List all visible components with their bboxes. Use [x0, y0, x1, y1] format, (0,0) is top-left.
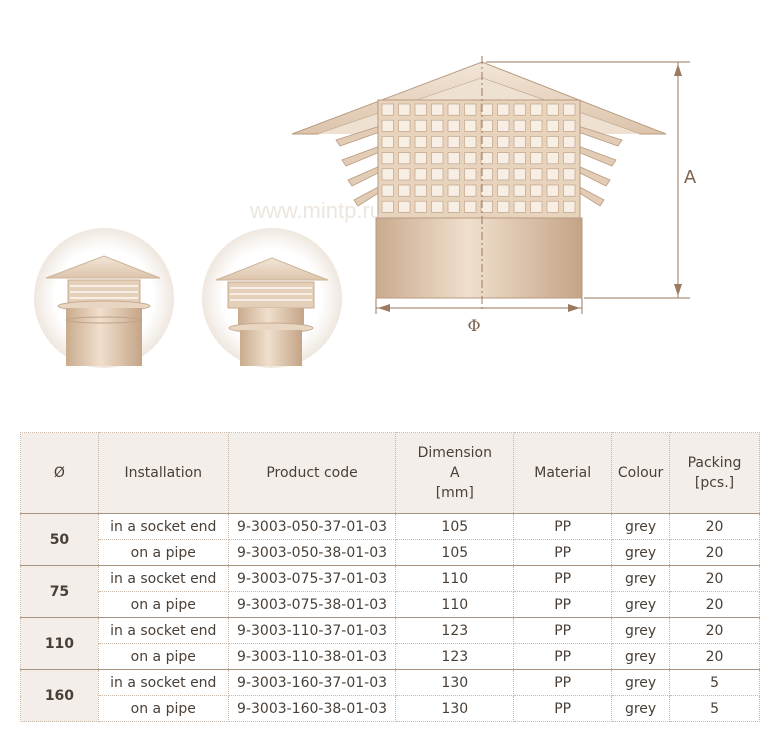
cell-packing: 20 [670, 592, 760, 618]
grille-cell [514, 136, 526, 147]
grille-cell [415, 136, 427, 147]
cell-colour: grey [612, 566, 670, 592]
grille-cell [564, 104, 576, 115]
grille-cell [547, 185, 559, 196]
grille-cell [415, 104, 427, 115]
grille-cell [514, 104, 526, 115]
cell-installation: on a pipe [98, 540, 228, 566]
table-row [21, 540, 760, 566]
grille-cell [481, 120, 493, 131]
cell-installation: on a pipe [98, 696, 228, 722]
header-dimension-line2: A [450, 465, 460, 481]
cell-code: 9-3003-110-37-01-03 [228, 618, 396, 644]
grille-cell [514, 201, 526, 212]
grille-cell [432, 201, 444, 212]
cell-material: PP [514, 592, 612, 618]
cell-diameter: 160 [21, 670, 99, 722]
cell-colour: grey [612, 670, 670, 696]
cell-colour: grey [612, 618, 670, 644]
grille-cell [382, 169, 394, 180]
grille-cell [498, 185, 510, 196]
grille-cell [514, 169, 526, 180]
grille-cell [448, 185, 460, 196]
grille-cell [382, 153, 394, 164]
cell-code: 9-3003-075-37-01-03 [228, 566, 396, 592]
header-packing-line2: [pcs.] [694, 475, 735, 491]
table-row [21, 566, 760, 592]
grille-cell [564, 201, 576, 212]
dimension-a-label: A [683, 167, 697, 188]
cell-material: PP [514, 540, 612, 566]
grille-cell [432, 185, 444, 196]
grille-cell [564, 136, 576, 147]
cell-dimension: 130 [396, 670, 514, 696]
grille-cell [465, 120, 477, 131]
cell-dimension: 123 [396, 644, 514, 670]
grille-cell [547, 104, 559, 115]
grille-cell [399, 104, 411, 115]
photo-socket-end [34, 228, 174, 368]
grille-cell [481, 201, 493, 212]
cell-code: 9-3003-110-38-01-03 [228, 644, 396, 670]
cell-packing: 20 [670, 644, 760, 670]
cell-material: PP [514, 670, 612, 696]
cell-installation: in a socket end [98, 566, 228, 592]
grille-cell [531, 201, 543, 212]
grille-cell [432, 120, 444, 131]
cell-material: PP [514, 618, 612, 644]
cell-colour: grey [612, 644, 670, 670]
grille-cell [448, 201, 460, 212]
grille-cell [531, 120, 543, 131]
grille-cell [382, 136, 394, 147]
grille-cell [382, 120, 394, 131]
cell-colour: grey [612, 592, 670, 618]
header-diameter: Ø [21, 433, 99, 514]
grille-cell [382, 104, 394, 115]
grille-cell [399, 201, 411, 212]
cell-packing: 5 [670, 696, 760, 722]
grille-cell [481, 104, 493, 115]
cell-diameter: 75 [21, 566, 99, 618]
cell-code: 9-3003-050-37-01-03 [228, 514, 396, 540]
grille-cell [448, 169, 460, 180]
grille-cell [465, 169, 477, 180]
cell-installation: on a pipe [98, 644, 228, 670]
header-material: Material [514, 433, 612, 514]
header-dimension [396, 433, 514, 514]
product-spec-table [20, 432, 760, 722]
grille-cell [547, 153, 559, 164]
table-row [21, 618, 760, 644]
cell-installation: in a socket end [98, 670, 228, 696]
grille-cell [399, 169, 411, 180]
grille-cell [547, 136, 559, 147]
header-installation: Installation [98, 433, 228, 514]
cell-dimension: 110 [396, 592, 514, 618]
grille-cell [547, 169, 559, 180]
header-colour: Colour [612, 433, 670, 514]
header-product-code: Product code [228, 433, 396, 514]
cell-colour: grey [612, 540, 670, 566]
cell-dimension: 105 [396, 540, 514, 566]
grille-cell [448, 104, 460, 115]
cell-packing: 20 [670, 566, 760, 592]
grille-cell [498, 201, 510, 212]
grille-cell [531, 185, 543, 196]
grille-cell [481, 169, 493, 180]
cell-installation: on a pipe [98, 592, 228, 618]
grille-cell [415, 169, 427, 180]
table-row [21, 592, 760, 618]
header-packing [670, 433, 760, 514]
cell-code: 9-3003-075-38-01-03 [228, 592, 396, 618]
grille-cell [399, 185, 411, 196]
grille-cell [498, 120, 510, 131]
grille-cell [432, 136, 444, 147]
grille-cell [564, 185, 576, 196]
grille-cell [514, 153, 526, 164]
cell-installation: in a socket end [98, 514, 228, 540]
cell-material: PP [514, 644, 612, 670]
grille-cell [481, 185, 493, 196]
grille-cell [481, 153, 493, 164]
grille-cell [448, 120, 460, 131]
table-row [21, 644, 760, 670]
cell-packing: 20 [670, 540, 760, 566]
grille-cell [448, 136, 460, 147]
grille-cell [564, 169, 576, 180]
grille-cell [531, 136, 543, 147]
cell-material: PP [514, 696, 612, 722]
grille-cell [465, 153, 477, 164]
grille-cell [498, 153, 510, 164]
cell-material: PP [514, 514, 612, 540]
photo-on-pipe [202, 228, 342, 368]
table-row [21, 696, 760, 722]
grille-cell [465, 201, 477, 212]
cell-installation: in a socket end [98, 618, 228, 644]
cell-packing: 20 [670, 514, 760, 540]
grille-cell [498, 104, 510, 115]
cell-material: PP [514, 566, 612, 592]
grille-cell [564, 120, 576, 131]
cell-code: 9-3003-160-38-01-03 [228, 696, 396, 722]
grille-cell [448, 153, 460, 164]
grille-cell [465, 185, 477, 196]
grille-cell [531, 153, 543, 164]
grille-cell [432, 104, 444, 115]
header-packing-line1: Packing [687, 455, 742, 471]
table-header-row [21, 433, 760, 514]
grille-cell [399, 120, 411, 131]
cell-colour: grey [612, 696, 670, 722]
grille-cell [399, 136, 411, 147]
table-row [21, 514, 760, 540]
grille-cell [382, 185, 394, 196]
header-dimension-line1: Dimension [417, 445, 492, 461]
grille-cell [531, 169, 543, 180]
grille-cell [465, 104, 477, 115]
grille-cell [415, 185, 427, 196]
grille-cell [481, 136, 493, 147]
cell-dimension: 105 [396, 514, 514, 540]
table-row [21, 670, 760, 696]
cell-diameter: 50 [21, 514, 99, 566]
watermark: www.mintp.ru [250, 198, 383, 223]
cell-packing: 20 [670, 618, 760, 644]
grille-cell [514, 185, 526, 196]
grille-cell [432, 169, 444, 180]
header-dimension-line3: [mm] [435, 485, 474, 501]
grille-cell [514, 120, 526, 131]
grille-cell [399, 153, 411, 164]
grille-cell [415, 153, 427, 164]
cell-code: 9-3003-050-38-01-03 [228, 540, 396, 566]
cell-code: 9-3003-160-37-01-03 [228, 670, 396, 696]
grille-cell [382, 201, 394, 212]
grille-cell [498, 169, 510, 180]
cell-packing: 5 [670, 670, 760, 696]
grille-cell [498, 136, 510, 147]
grille-cell [547, 201, 559, 212]
grille-cell [465, 136, 477, 147]
grille-cell [432, 153, 444, 164]
dimension-phi-label: Φ [467, 316, 481, 335]
grille-cell [564, 153, 576, 164]
grille-cell [415, 120, 427, 131]
cell-dimension: 123 [396, 618, 514, 644]
grille-cell [531, 104, 543, 115]
cell-dimension: 110 [396, 566, 514, 592]
cell-dimension: 130 [396, 696, 514, 722]
cell-colour: grey [612, 514, 670, 540]
cell-diameter: 110 [21, 618, 99, 670]
grille-cell [547, 120, 559, 131]
grille-cell [415, 201, 427, 212]
